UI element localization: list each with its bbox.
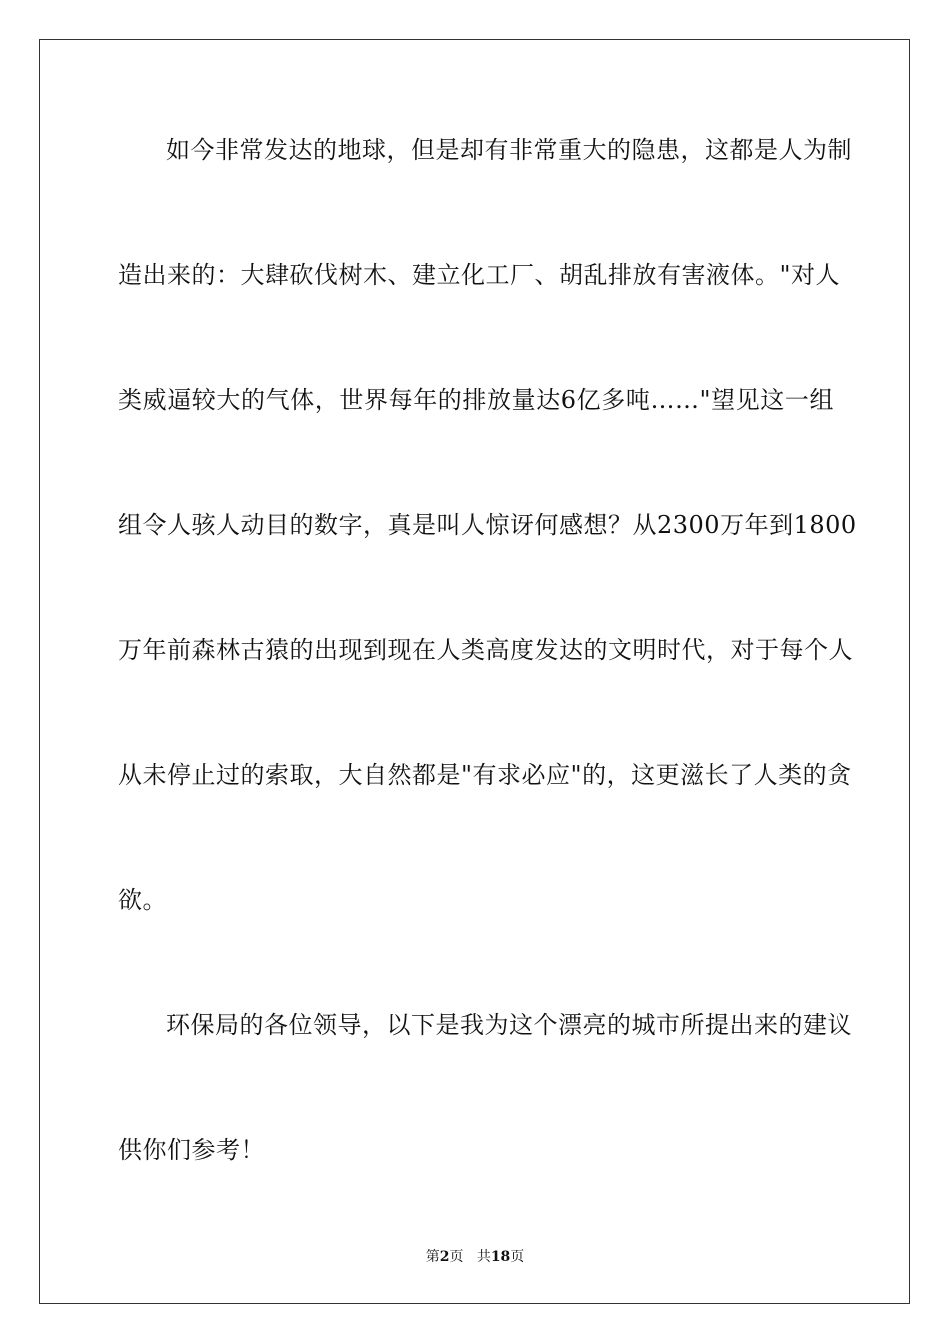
footer-total-prefix: 共 [476, 1249, 491, 1265]
footer-page-suffix: 页 [449, 1249, 464, 1265]
page-frame [39, 39, 910, 1304]
paragraph-1-line-4: 组令人骇人动目的数字，真是叫人惊讶何感想？从2300万年到1800 [118, 511, 857, 539]
paragraph-2-line-1: 环保局的各位领导，以下是我为这个漂亮的城市所提出来的建议 [166, 1011, 852, 1039]
paragraph-1-line-3: 类威逼较大的气体，世界每年的排放量达6亿多吨……"望见这一组 [118, 386, 834, 414]
footer-total-pages: 18 [490, 1249, 511, 1265]
paragraph-1-line-5: 万年前森林古猿的出现到现在人类高度发达的文明时代，对于每个人 [118, 636, 853, 664]
paragraph-2-line-2: 供你们参考！ [118, 1136, 265, 1164]
paragraph-1-line-2: 造出来的：大肆砍伐树木、建立化工厂、胡乱排放有害液体。"对人 [118, 261, 841, 289]
paragraph-1-line-6: 从未停止过的索取，大自然都是"有求必应"的，这更滋长了人类的贪 [118, 761, 852, 789]
paragraph-1-line-1: 如今非常发达的地球，但是却有非常重大的隐患，这都是人为制 [166, 136, 852, 164]
footer-total-suffix: 页 [510, 1249, 525, 1265]
footer-page-number: 2 [439, 1249, 450, 1265]
footer-page-prefix: 第 [425, 1249, 440, 1265]
page-footer [0, 1247, 950, 1267]
paragraph-1-line-7: 欲。 [118, 886, 167, 914]
